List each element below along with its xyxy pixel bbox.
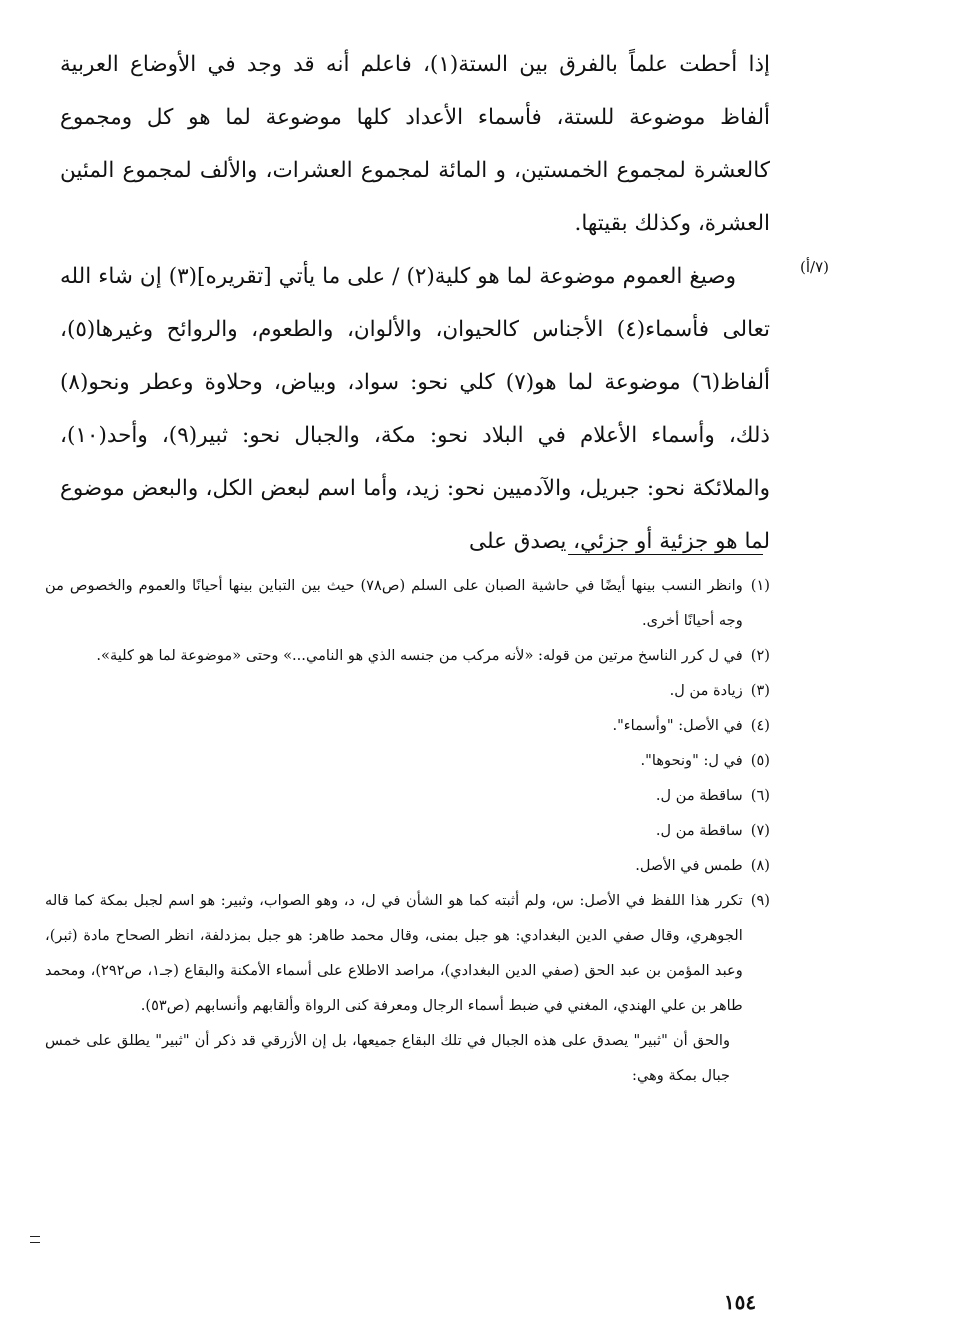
footnote-7 xyxy=(45,813,770,848)
footnote-number: (٢) xyxy=(750,647,770,664)
footnote-text: في ل كرر الناسخ مرتين من قوله: «لأنه مركب من جنسه الذي هو النامي...» وحتى «موضوعة لما هو كلية». xyxy=(96,647,743,664)
footnote-text: في ل: "ونحوها". xyxy=(640,752,743,769)
footnote-text: طمس في الأصل. xyxy=(635,857,743,874)
footnote-4 xyxy=(45,708,770,743)
footnote-6 xyxy=(45,778,770,813)
footnote-number: (٥) xyxy=(750,752,770,769)
paragraph-2: وصيغ العموم موضوعة لما هو كلية(٢) / على ما يأتي [تقريره](٣) إن شاء الله تعالى فأسماء(٤) الأجناس كالحيوان، والألوان، والطعوم، والروائح وغيرها(٥)، ألفاظ(٦) موضوعة لما هو(٧) كلي نحو: سواد، وبياض، وحلاوة وعطر ونحو(٨) ذلك، وأسماء الأعلام في البلاد نحو: مكة، والجبال نحو: ثبير(٩)، وأحد(١٠)، والملائكة نحو: جبريل، والآدميين نحو: زيد، وأما اسم لبعض الكل، والبعض موضوع لما هو جزئية أو جزئي، يصدق على xyxy=(60,264,771,554)
footnote-1 xyxy=(45,568,770,638)
footnote-number: (٨) xyxy=(750,857,770,874)
footnote-number: (٩) xyxy=(750,892,770,909)
footnote-text: ساقطة من ل. xyxy=(655,822,743,839)
footnote-8 xyxy=(45,848,770,883)
footnote-text: زيادة من ل. xyxy=(669,682,743,699)
footnote-separator xyxy=(568,554,763,555)
footnotes xyxy=(45,568,770,1093)
footnote-3 xyxy=(45,673,770,708)
footnote-5 xyxy=(45,743,770,778)
footnote-text: في الأصل: "وأسماء". xyxy=(612,717,743,734)
main-text xyxy=(60,38,770,568)
footnote-number: (٣) xyxy=(750,682,770,699)
margin-edge-mark xyxy=(30,1236,40,1243)
footnote-continuation: والحق أن "ثبير" يصدق على هذه الجبال في تلك البقاع جميعها، بل إن الأزرقي قد ذكر أن "ثبير" يطلق على خمس جبال بمكة وهي: xyxy=(45,1032,730,1084)
footnote-number: (٤) xyxy=(750,717,770,734)
paragraph-1: إذا أحطت علماً بالفرق بين الستة(١)، فاعلم أنه قد وجد في الأوضاع العربية ألفاظ موضوعة للستة، فأسماء الأعداد كلها موضوعة لما هو كل ومجموع كالعشرة لمجموع الخمستين، و المائة لمجموع العشرات، والألف لمجموع المئين العشرة، وكذلك بقيتها. xyxy=(60,52,770,236)
footnote-2 xyxy=(45,638,770,673)
page-number: ١٥٤ xyxy=(723,1290,757,1314)
footnote-number: (٧) xyxy=(750,822,770,839)
footnote-text: ساقطة من ل. xyxy=(655,787,743,804)
manuscript-folio-ref: (٧/أ) xyxy=(800,258,829,276)
footnote-text: تكرر هذا اللفظ في الأصل: س، ولم أثبته كما هو الشأن في ل، د، وهو الصواب، وثبير: هو اسم لجبل بمكة كما قاله الجوهري، وقال صفي الدين البغدادي: هو جبل بمنى، وقال محمد طاهر: هو جبل بمزدلفة، انظر الصحاح مادة (ثبر)، وعبد المؤمن بن عبد الحق (صفي الدين البغدادي)، مراصد الاطلاع على أسماء الأمكنة والبقاع (جـ١، ص٢٩٢)، ومحمد طاهر بن علي الهندي، المغني في ضبط أسماء الرجال ومعرفة كنى الرواة وألقابهم وأنسابهم (ص٥٣). xyxy=(45,892,743,1014)
footnote-number: (٦) xyxy=(750,787,770,804)
footnote-text: وانظر النسب بينها أيضًا في حاشية الصبان على السلم (ص٧٨) حيث بين التباين بينها أحيانًا والعموم والخصوص من وجه أحيانًا أخرى. xyxy=(45,577,743,629)
footnote-9 xyxy=(45,883,770,1023)
footnote-number: (١) xyxy=(750,577,770,594)
